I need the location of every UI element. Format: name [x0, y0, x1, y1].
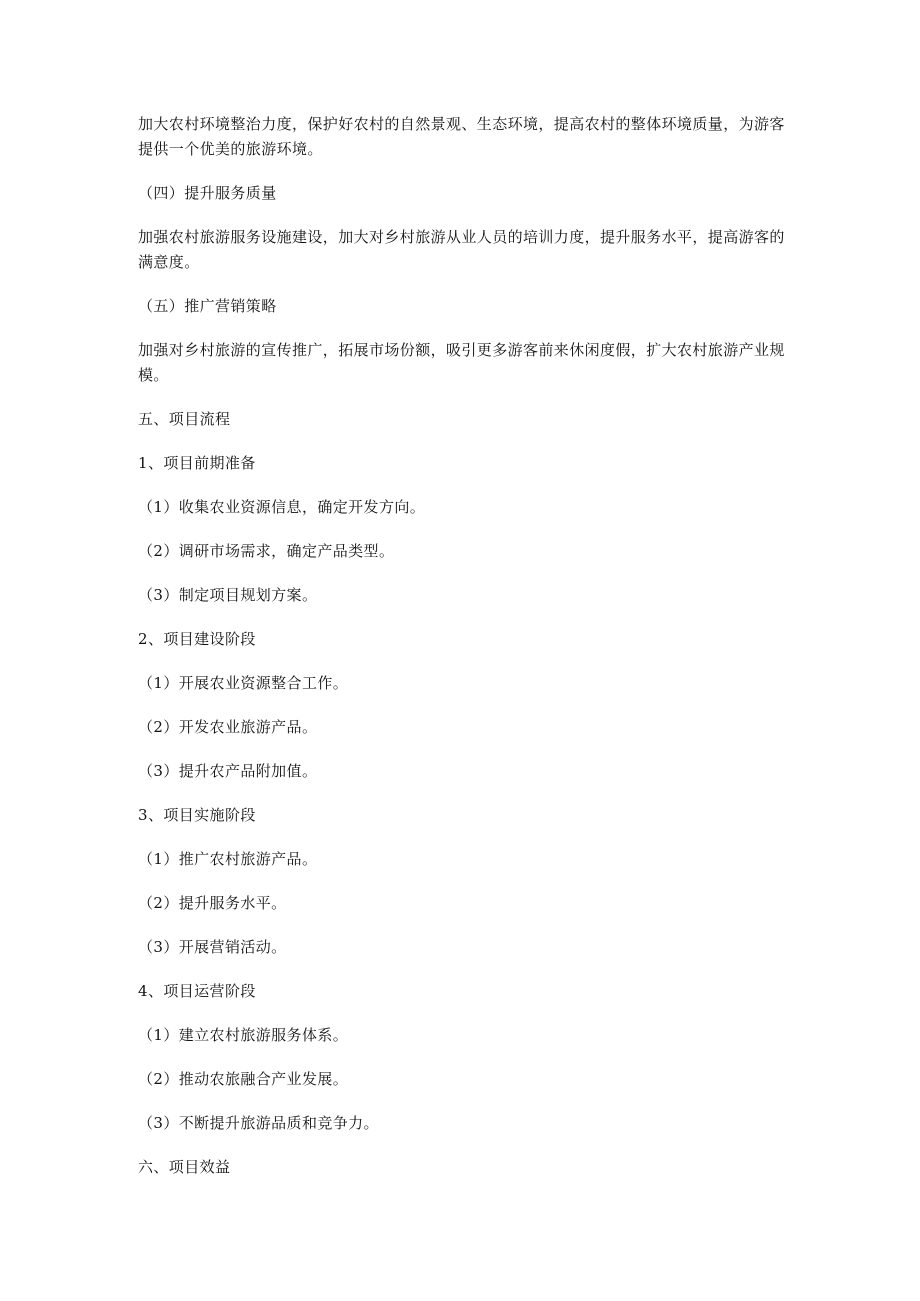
- heading-project-process: 五、项目流程: [138, 410, 231, 428]
- list-item: （1）建立农村旅游服务体系。: [138, 1026, 349, 1044]
- paragraph-marketing: 加强对乡村旅游的宣传推广，拓展市场份额，吸引更多游客前来休闲度假，扩大农村旅游产业规模。: [138, 341, 785, 384]
- heading-project-benefits: 六、项目效益: [138, 1158, 231, 1176]
- list-item: （2）调研市场需求，确定产品类型。: [138, 542, 395, 560]
- paragraph-environment: 加大农村环境整治力度，保护好农村的自然景观、生态环境，提高农村的整体环境质量，为游客提供一个优美的旅游环境。: [138, 115, 785, 158]
- list-item: （2）推动农旅融合产业发展。: [138, 1070, 349, 1088]
- list-item: （2）开发农业旅游产品。: [138, 718, 318, 736]
- list-item: （3）开展营销活动。: [138, 938, 287, 956]
- list-item: （3）提升农产品附加值。: [138, 762, 318, 780]
- heading-service-quality: （四）提升服务质量: [138, 184, 277, 202]
- heading-phase-3: 3、项目实施阶段: [138, 806, 256, 824]
- list-item: （1）开展农业资源整合工作。: [138, 674, 349, 692]
- list-item: （1）推广农村旅游产品。: [138, 850, 318, 868]
- list-item: （3）制定项目规划方案。: [138, 586, 318, 604]
- heading-phase-2: 2、项目建设阶段: [138, 630, 256, 648]
- document-body: [138, 112, 788, 1180]
- list-item: （3）不断提升旅游品质和竞争力。: [138, 1114, 379, 1132]
- heading-phase-1: 1、项目前期准备: [138, 454, 256, 472]
- heading-phase-4: 4、项目运营阶段: [138, 982, 256, 1000]
- list-item: （1）收集农业资源信息，确定开发方向。: [138, 498, 426, 516]
- list-item: （2）提升服务水平。: [138, 894, 287, 912]
- paragraph-service: 加强农村旅游服务设施建设，加大对乡村旅游从业人员的培训力度，提升服务水平，提高游客的满意度。: [138, 228, 785, 271]
- heading-marketing: （五）推广营销策略: [138, 297, 277, 315]
